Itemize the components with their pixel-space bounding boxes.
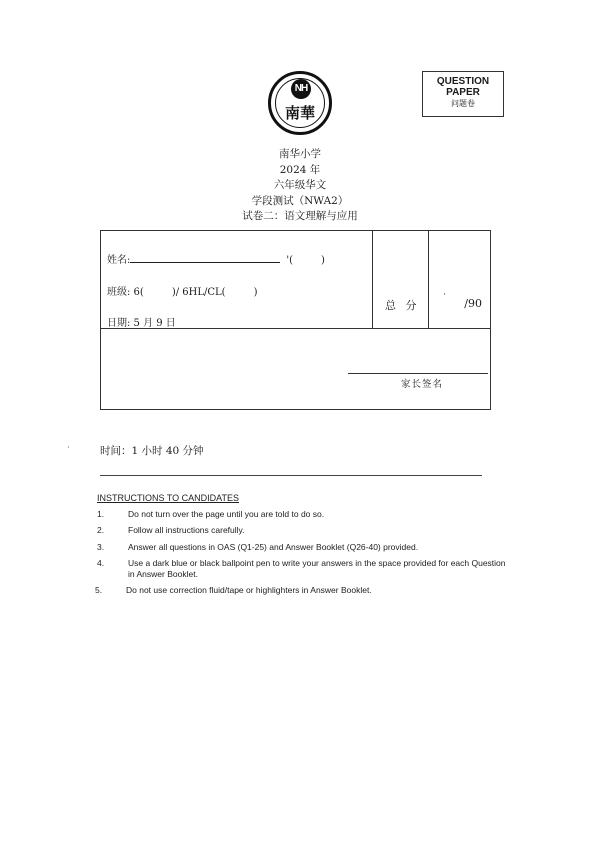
student-info-box: [100, 230, 491, 410]
instruction-text: Answer all questions in OAS (Q1-25) and Answer Booklet (Q26-40) provided.: [128, 542, 419, 552]
class-field[interactable]: [107, 283, 257, 298]
question-paper-label: [422, 71, 504, 117]
subject-level: 六年级华文: [273, 179, 327, 191]
class-bracket-close: ): [253, 287, 258, 298]
name-label: 姓名:: [107, 255, 131, 266]
instruction-number: 2.: [97, 525, 105, 535]
instructions-heading: INSTRUCTIONS TO CANDIDATES: [97, 493, 240, 503]
instruction-number: 3.: [97, 542, 105, 552]
instruction-number: 5.: [95, 585, 103, 595]
instruction-text: Follow all instructions carefully.: [128, 525, 245, 535]
exam-name: 学段测试（NWA2）: [251, 194, 349, 207]
scan-dot: ·: [67, 443, 70, 452]
logo-monogram: NH: [291, 79, 311, 99]
date-field: 日期: 5 月 9 日: [107, 318, 176, 329]
info-top-row: [101, 231, 490, 329]
qp-line1: QUESTION: [436, 76, 490, 87]
logo-chinese-name: 南華: [284, 104, 315, 122]
total-label: 总 分: [385, 299, 420, 312]
class-hl-label: )/ 6HL/CL(: [171, 287, 226, 298]
divider: [100, 475, 482, 476]
parent-signature-label: 家长签名: [401, 379, 444, 390]
total-score-cell[interactable]: [429, 231, 490, 328]
name-input-line[interactable]: [130, 252, 280, 263]
instruction-number: 4.: [97, 558, 105, 568]
total-max-score: /90: [464, 297, 482, 310]
instruction-text: Do not use correction fluid/tape or highlighters in Answer Booklet.: [126, 585, 372, 595]
paper-name: 试卷二：语文理解与应用: [242, 210, 358, 222]
school-name: 南华小学: [279, 148, 321, 160]
student-details-cell: [101, 231, 373, 328]
time-allowed: 时间：1 小时 40 分钟: [100, 445, 204, 457]
instruction-text: Do not turn over the page until you are told to do so.: [128, 509, 325, 519]
instruction-number: 1.: [97, 509, 105, 519]
title-block: [200, 147, 400, 225]
name-field[interactable]: [107, 251, 325, 266]
scan-dot: ·: [443, 289, 446, 299]
school-logo: [268, 71, 332, 135]
index-bracket-close: ): [321, 255, 325, 266]
instruction-text: Use a dark blue or black ballpoint pen to write your answers in the space provided for each Question in Answer Booklet.: [128, 558, 506, 579]
index-bracket-open: '(: [286, 255, 294, 266]
class-label: 班级: 6(: [107, 287, 144, 298]
total-label-cell: [372, 231, 429, 328]
qp-line2: PAPER: [446, 87, 480, 98]
exam-year: 2024 年: [279, 163, 321, 176]
parent-signature-line[interactable]: [348, 373, 488, 374]
qp-line3: 问题卷: [451, 99, 475, 108]
